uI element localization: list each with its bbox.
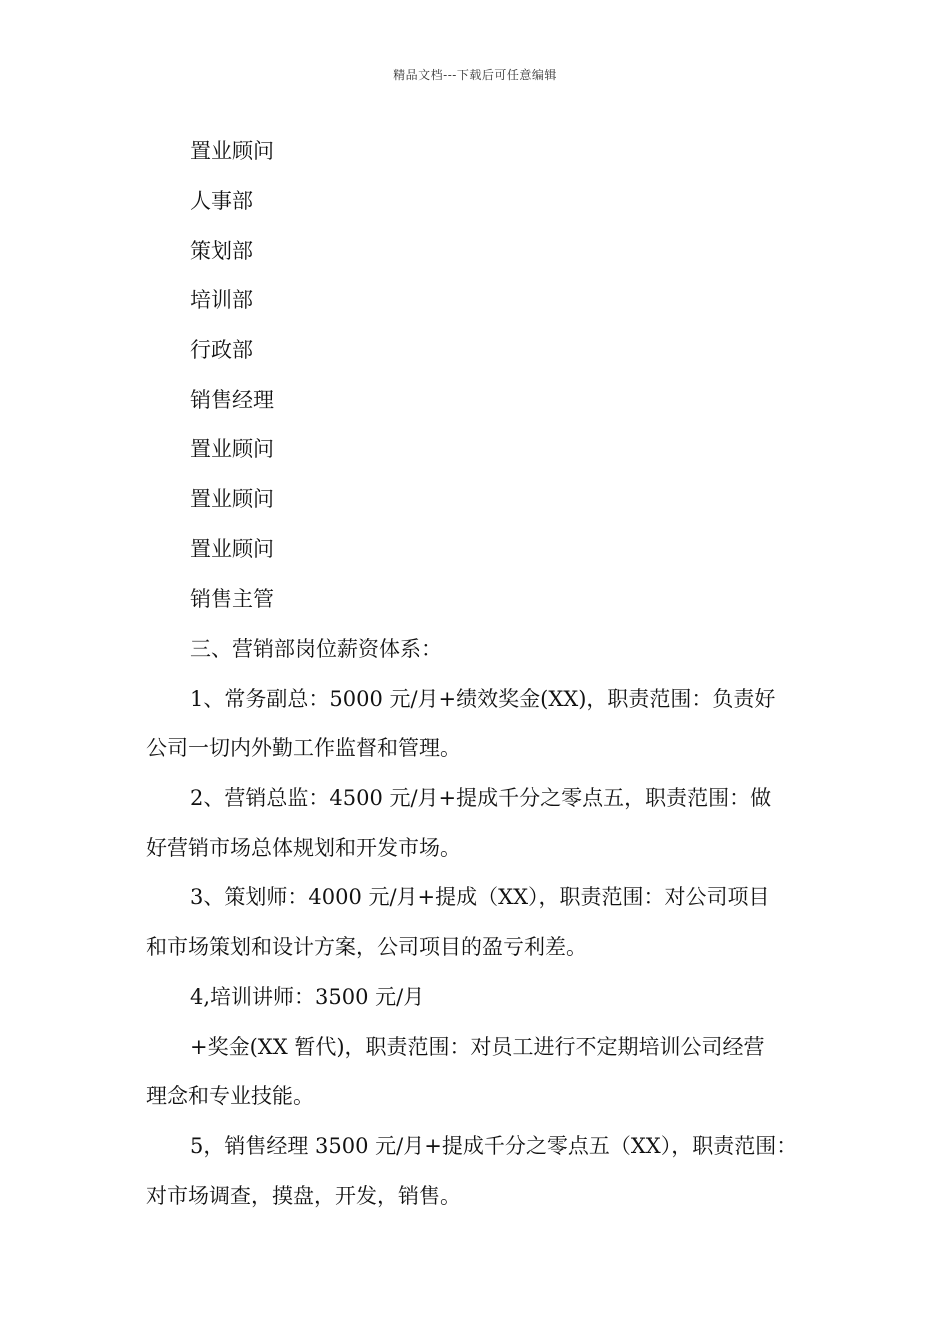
paragraph-line: +奖金(XX 暂代)，职责范围：对员工进行不定期培训公司经营	[190, 1035, 765, 1059]
list-item: 销售经理	[190, 388, 274, 412]
list-item: 策划部	[190, 239, 253, 263]
list-item: 行政部	[190, 338, 253, 362]
list-item: 人事部	[190, 189, 253, 213]
list-item: 销售主管	[190, 587, 274, 611]
paragraph-line: 对市场调查，摸盘，开发，销售。	[146, 1184, 461, 1208]
paragraph-line: 理念和专业技能。	[146, 1084, 314, 1108]
paragraph-line: 4,培训讲师：3500 元/月	[190, 985, 425, 1009]
paragraph-line: 和市场策划和设计方案，公司项目的盈亏利差。	[146, 935, 587, 959]
paragraph-line: 3、策划师：4000 元/月+提成（XX），职责范围：对公司项目	[190, 885, 770, 909]
page-header: 精品文档---下载后可任意编辑	[393, 68, 557, 82]
paragraph-line: 5，销售经理 3500 元/月+提成千分之零点五（XX），职责范围：	[190, 1134, 798, 1158]
paragraph-line: 1、常务副总：5000 元/月+绩效奖金(XX)，职责范围：负责好	[190, 687, 776, 711]
section-title: 三、营销部岗位薪资体系：	[190, 637, 442, 661]
list-item: 置业顾问	[190, 437, 274, 461]
paragraph-line: 2、营销总监：4500 元/月+提成千分之零点五，职责范围：做	[190, 786, 772, 810]
list-item: 置业顾问	[190, 487, 274, 511]
list-item: 培训部	[190, 288, 253, 312]
list-item: 置业顾问	[190, 139, 274, 163]
paragraph-line: 好营销市场总体规划和开发市场。	[146, 836, 461, 860]
paragraph-line: 公司一切内外勤工作监督和管理。	[146, 736, 461, 760]
list-item: 置业顾问	[190, 537, 274, 561]
